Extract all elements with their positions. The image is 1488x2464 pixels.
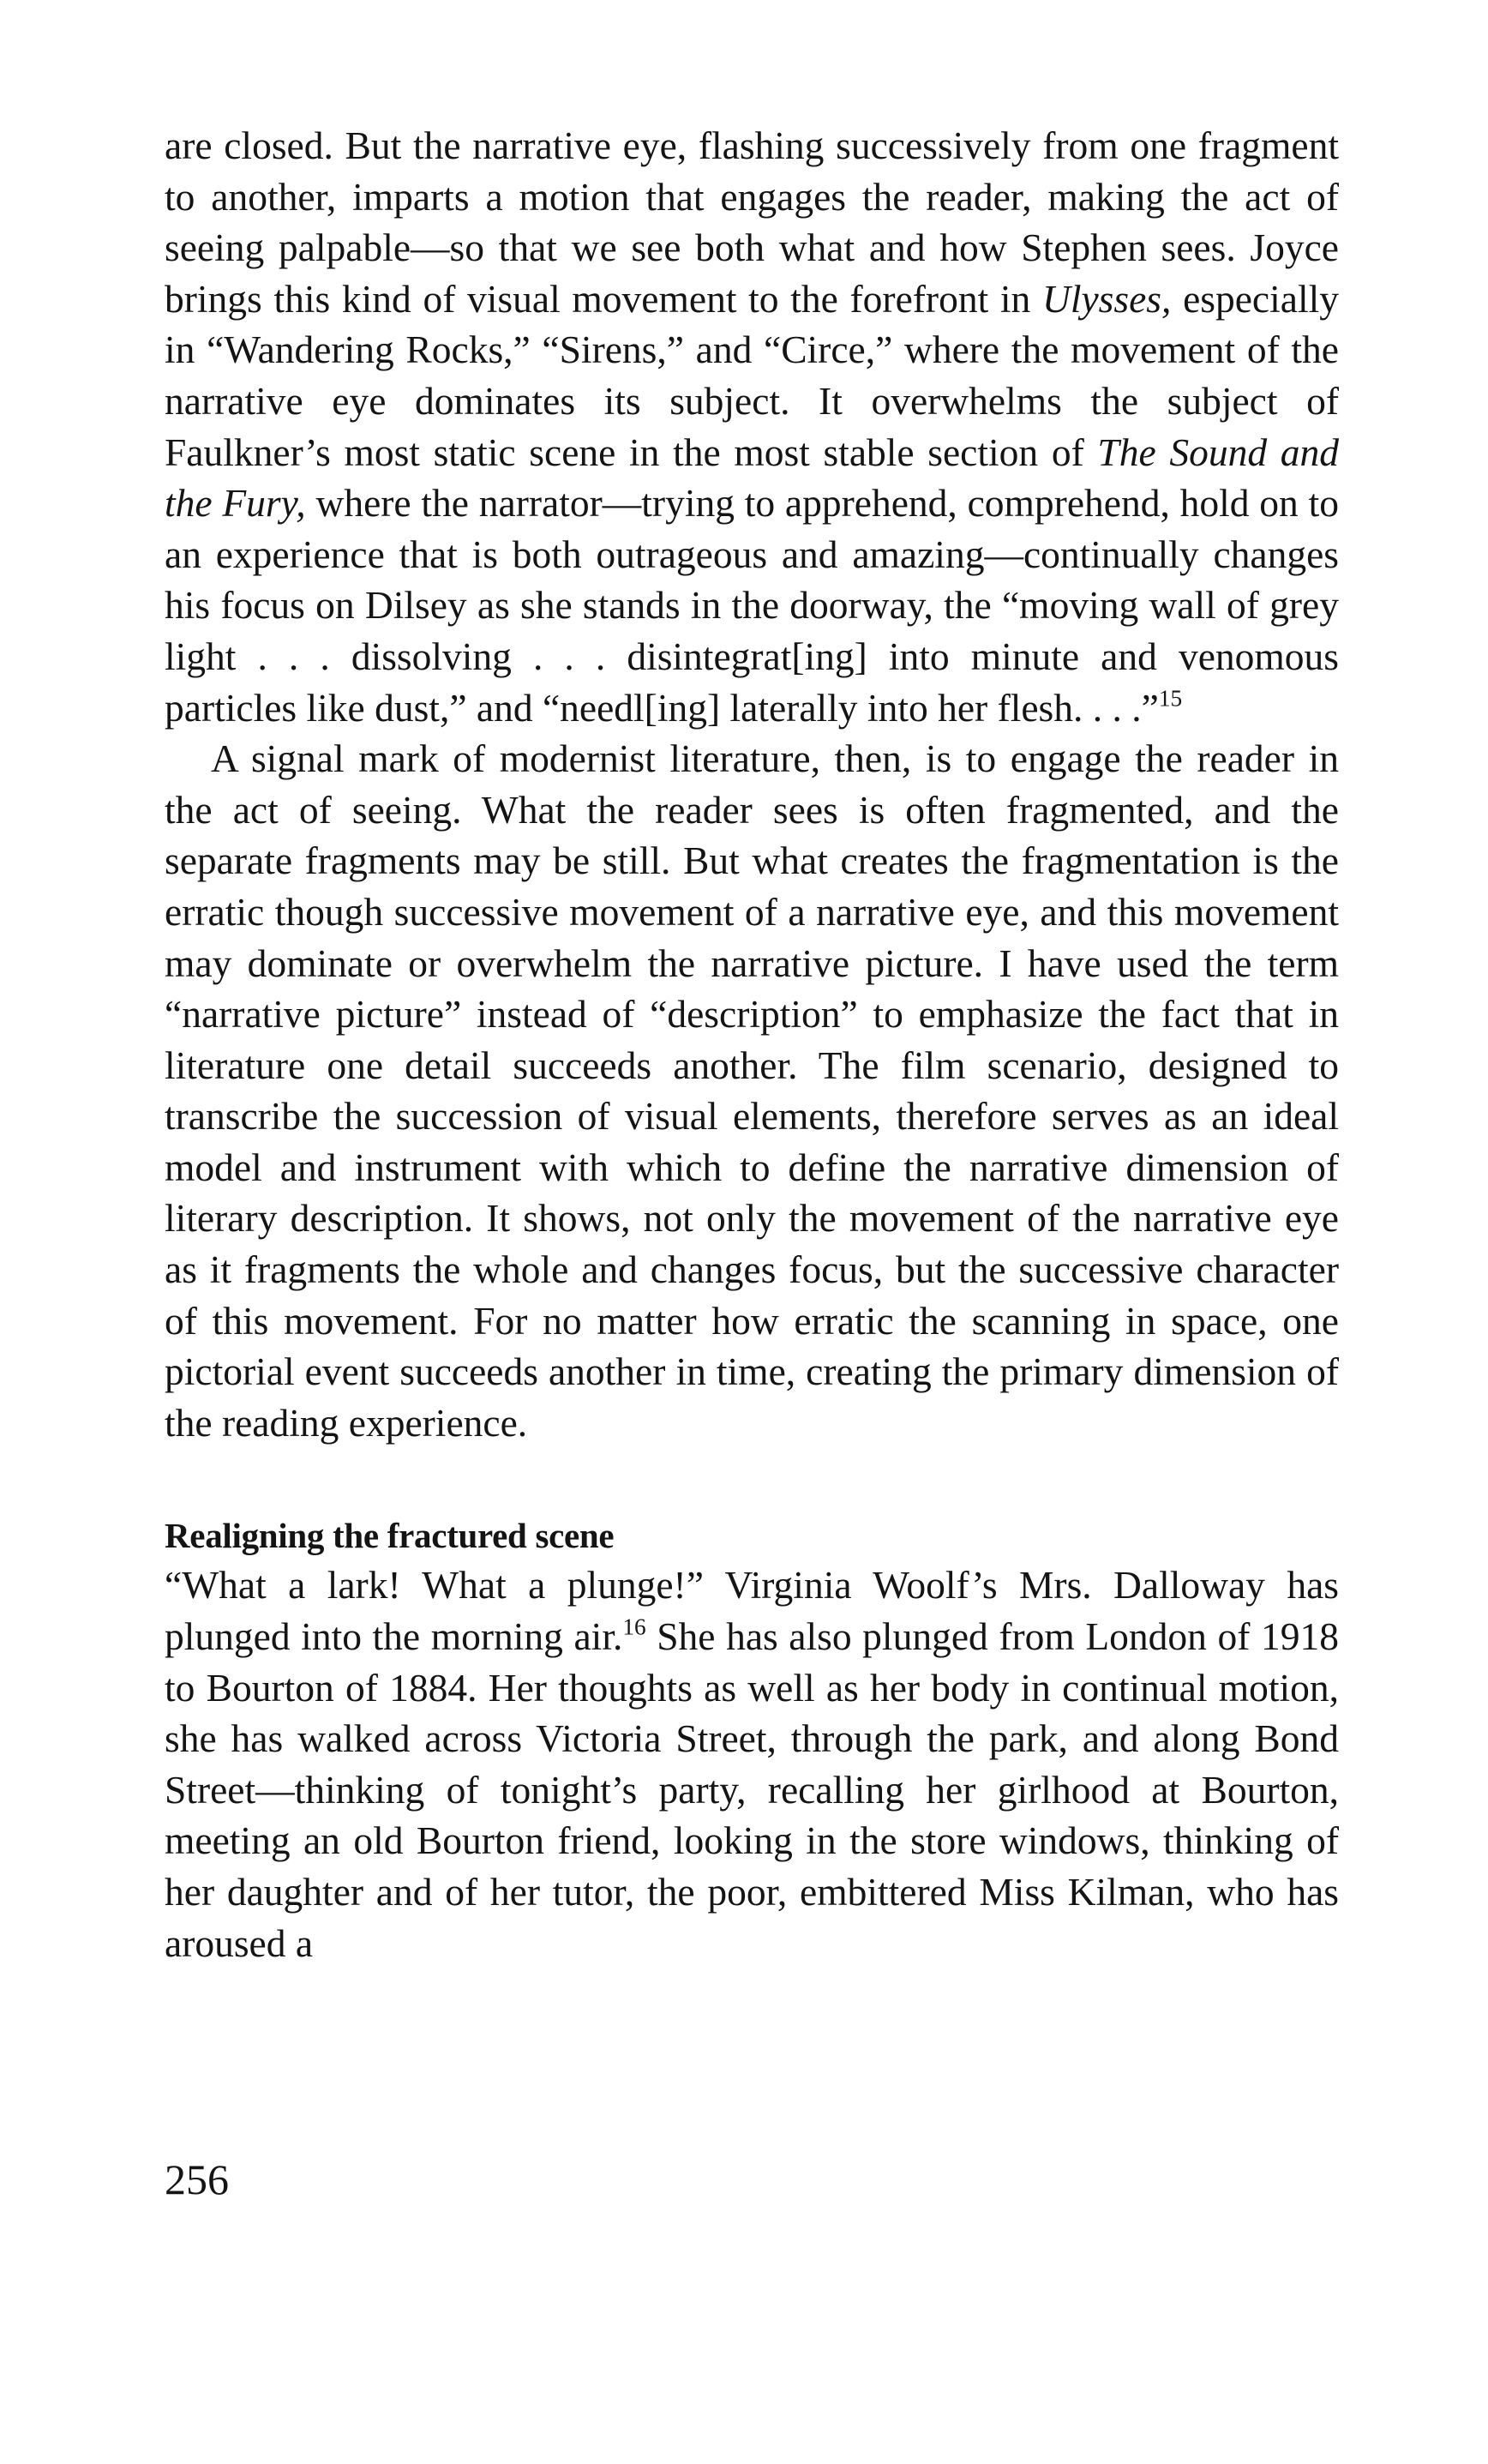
page-body: [165, 120, 1339, 1968]
section-heading: Realigning the fractured scene: [165, 1516, 615, 1556]
paragraph-text: “What a lark! What a plunge!” Virginia Woolf’s Mrs. Dalloway has plunged into the morning air.: [165, 1563, 1339, 1659]
paragraph-text: where the narrator—trying to apprehend, comprehend, hold on to an experience that is both outrageous and amazing—continually changes his focus on Dilsey as she stands in the doorway, the “moving wall of grey light . . . dissolving . . . disintegrat[ing] into minute and venomous particles like dust,” and “needl[ing] laterally into her flesh. . . .”: [165, 481, 1339, 730]
footnote-marker: 15: [1158, 684, 1183, 711]
paragraph-text: especially in “Wandering Rocks,” “Sirens,” and “Circe,” where the movement of the narrative eye dominates its subject. It overwhelms the subject of Faulkner’s most static scene in the most stable section of: [165, 276, 1339, 474]
paragraph-text: are closed. But the narrative eye, flashing successively from one fragment to another, imparts a motion that engages the reader, making the act of seeing palpable—so that we see both what and how Stephen sees. Joyce brings this kind of visual movement to the forefront in: [165, 123, 1339, 321]
paragraph-text: She has also plunged from London of 1918 to Bourton of 1884. Her thoughts as well as her body in continual motion, she has walked across Victoria Street, through the park, and along Bond Street—thinking of tonight’s party, recalling her girlhood at Bourton, meeting an old Bourton friend, looking in the store windows, thinking of her daughter and of her tutor, the poor, embittered Miss Kilman, who has aroused a: [165, 1614, 1339, 1965]
book-title-ulysses: Ulysses,: [1041, 276, 1172, 321]
page-number: 256: [165, 2155, 229, 2203]
paragraph-dalloway: [165, 1560, 1339, 1968]
paragraph-continued: [165, 120, 1339, 733]
footnote-marker: 16: [622, 1614, 646, 1640]
paragraph-modernist: A signal mark of modernist literature, then, is to engage the reader in the act of seeing. What the reader sees is often fragmented, and the separate fragments may be still. But what creates the fragmentation is the erratic though successive movement of a narrative eye, and this movement may dominate or overwhelm the narrative picture. I have used the term “narrative picture” instead of “description” to emphasize the fact that in literature one detail succeeds another. The film scenario, designed to transcribe the succession of visual elements, therefore serves as an ideal model and instrument with which to define the narrative dimension of literary description. It shows, not only the movement of the narrative eye as it fragments the whole and changes focus, but the successive character of this movement. For no matter how erratic the scanning in space, one pictorial event succeeds another in time, creating the primary dimension of the reading experience.: [165, 736, 1339, 1445]
book-title-sound-and-fury: The Sound and the Fury,: [165, 430, 1339, 526]
